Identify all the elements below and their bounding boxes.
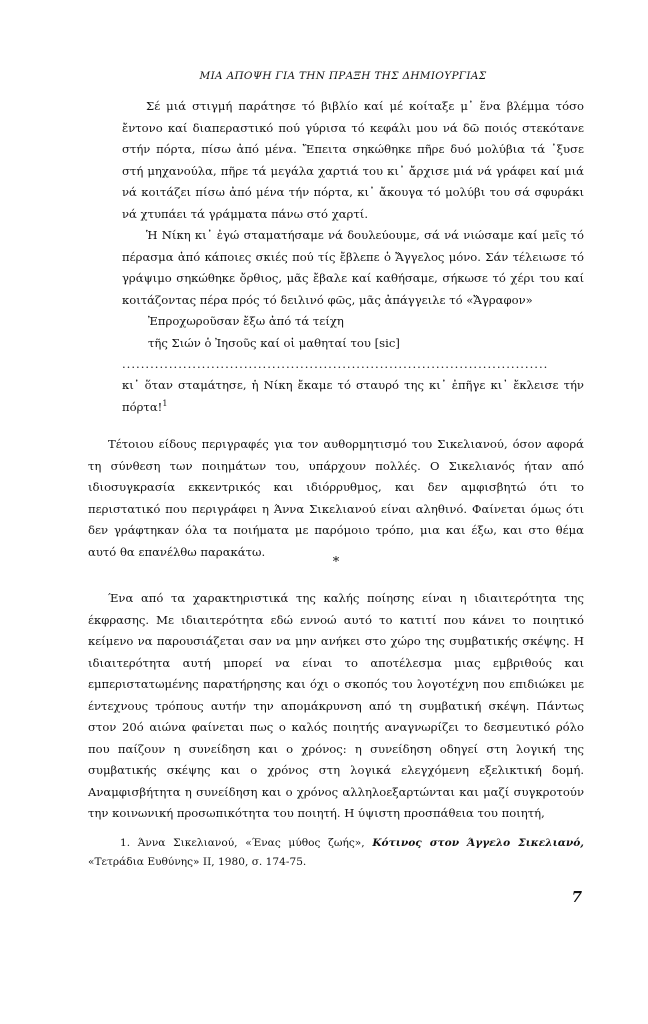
footnote-marker: 1 [162,398,168,408]
running-head: ΜΙΑ ΑΠΟΨΗ ΓΙΑ ΤΗΝ ΠΡΑΞΗ ΤΗΣ ΔΗΜΙΟΥΡΓΙΑΣ [199,70,487,82]
footnote-number: 1. [120,837,131,849]
quote-paragraph: Ἡ Νίκη κι᾿ ἐγώ σταματήσαμε νά δουλεύουμε, σά νά νιώσαμε καί μεῖς τό πέρασμα ἀπό κάποιες σκιές πού τίς ἔβλεπε ὁ Ἄγγελος μόνο. Σάν τέλειωσε τό γράψιμο σηκώθηκε ὄρθιος, μᾶς ἔβαλε καί καθήσαμε, σήκωσε τό χέρι του καί κοιτάζοντας πέρα πρός τό δειλινό φῶς, μᾶς ἀπάγγειλε τό «Ἄγραφον» [122,228,584,307]
quote-paragraph: Σέ μιά στιγμή παράτησε τό βιβλίο καί μέ κοίταξε μ᾿ ἕνα βλέμμα τόσο ἔντονο καί διαπεραστικό πού γύρισα τό κεφάλι μου νά δῶ ποιός στεκότανε στήν πόρτα, πίσω ἀπό μένα. Ἔπειτα σηκώθηκε πῆρε δυό μολύβια τά ᾿ξυσε στή μηχανούλα, πῆρε τά μεγάλα χαρτιά του κι᾿ ἄρχισε μιά νά γράφει καί μιά νά κοιτάζει πίσω ἀπό μένα τήν πόρτα, κι᾿ ἄκουγα τό μολύβι του σά σφυράκι νά χτυπάει τά γράμματα πάνω στό χαρτί. [122,99,584,221]
footnote-journal: «Τετράδια Ευθύνης» ΙΙ, 1980, σ. 174-75. [88,856,307,868]
footnote [88,834,584,872]
body-paragraph [88,434,584,563]
verse-line: τῆς Σιών ὁ Ἰησοῦς καί οἱ μαθηταί του [sic] [148,335,400,350]
footnote-author: Άννα Σικελιανού, [137,837,238,849]
block-quote [122,96,584,418]
verse-line: Ἐπροχωροῦσαν ἔξω ἀπό τά τείχη [148,314,344,328]
ellipsis-line: ........................................................................................... [122,357,549,371]
page-number: 7 [571,888,582,906]
body-paragraph-text: Ένα από τα χαρακτηριστικά της καλής ποίησης είναι η ιδιαιτερότητα της έκφρασης. Με ιδιαιτερότητα εδώ εννοώ αυτό το κατιτί που κάνει το ποιητικό κείμενο να παρουσιάζεται σαν να μην ανήκει στο χώρο της συμβατικής σκέψης. Η ιδιαιτερότητα αυτή μπορεί να είναι το αποτέλεσμα μιας εμβριθούς και εμπεριστατωμένης παρατήρησης και όχι ο σκοπός του λογοτέχνη που επιδιώκει με έντεχνους τρόπους αυτήν την απομάκρυνση από τη συμβατική σκέψη. Πάντως στον 20ό αιώνα φαίνεται πως ο καλός ποιητής αναγνωρίζει το δεσμευτικό ρόλο που παίζουν η συνείδηση και ο χρόνος: η συνείδηση οδηγεί στη λογική της συμβατικής σκέψης και ο χρόνος στη λογικά ελεγχόμενη εξελικτική δομή. Αναμφισβήτητα η συνείδηση και ο χρόνος αλληλοεξαρτώνται και μαζί συγκροτούν την κοινωνική προσωπικότητα του ποιητή. Η ύψιστη προσπάθεια του ποιητή, [88,591,584,820]
quote-closing-text: κι᾿ ὅταν σταμάτησε, ἡ Νίκη ἔκαμε τό σταυρό της κι᾿ ἐπῆγε κι᾿ ἔκλεισε τήν πόρτα! [122,378,584,414]
verse [122,311,584,354]
body-paragraph [88,588,584,825]
body-paragraph-text: Τέτοιου είδους περιγραφές για τον αυθορμητισμό του Σικελιανού, όσον αφορά τη σύνθεση των ποιημάτων του, υπάρχουν πολλές. Ο Σικελιανός ήταν από ιδιοσυγκρασία εκκεντρικός και ιδιόρρυθμος, και δεν αμφισβητώ ότι το περιστατικό που περιγράφει η Άννα Σικελιανού είναι αληθινό. Φαίνεται όμως ότι δεν γράφτηκαν όλα τα ποιήματα με παρόμοιο τρόπο, μια και έξω, και στο θέμα αυτό θα επανέλθω παρακάτω. [88,437,584,559]
quote-paragraph [122,375,584,418]
footnote-text [88,834,584,872]
section-separator: * [332,555,340,570]
footnote-book: Κότινος στον Άγγελο Σικελιανό, [372,837,584,849]
footnote-article: «Ένας μύθος ζωής», [245,837,365,849]
